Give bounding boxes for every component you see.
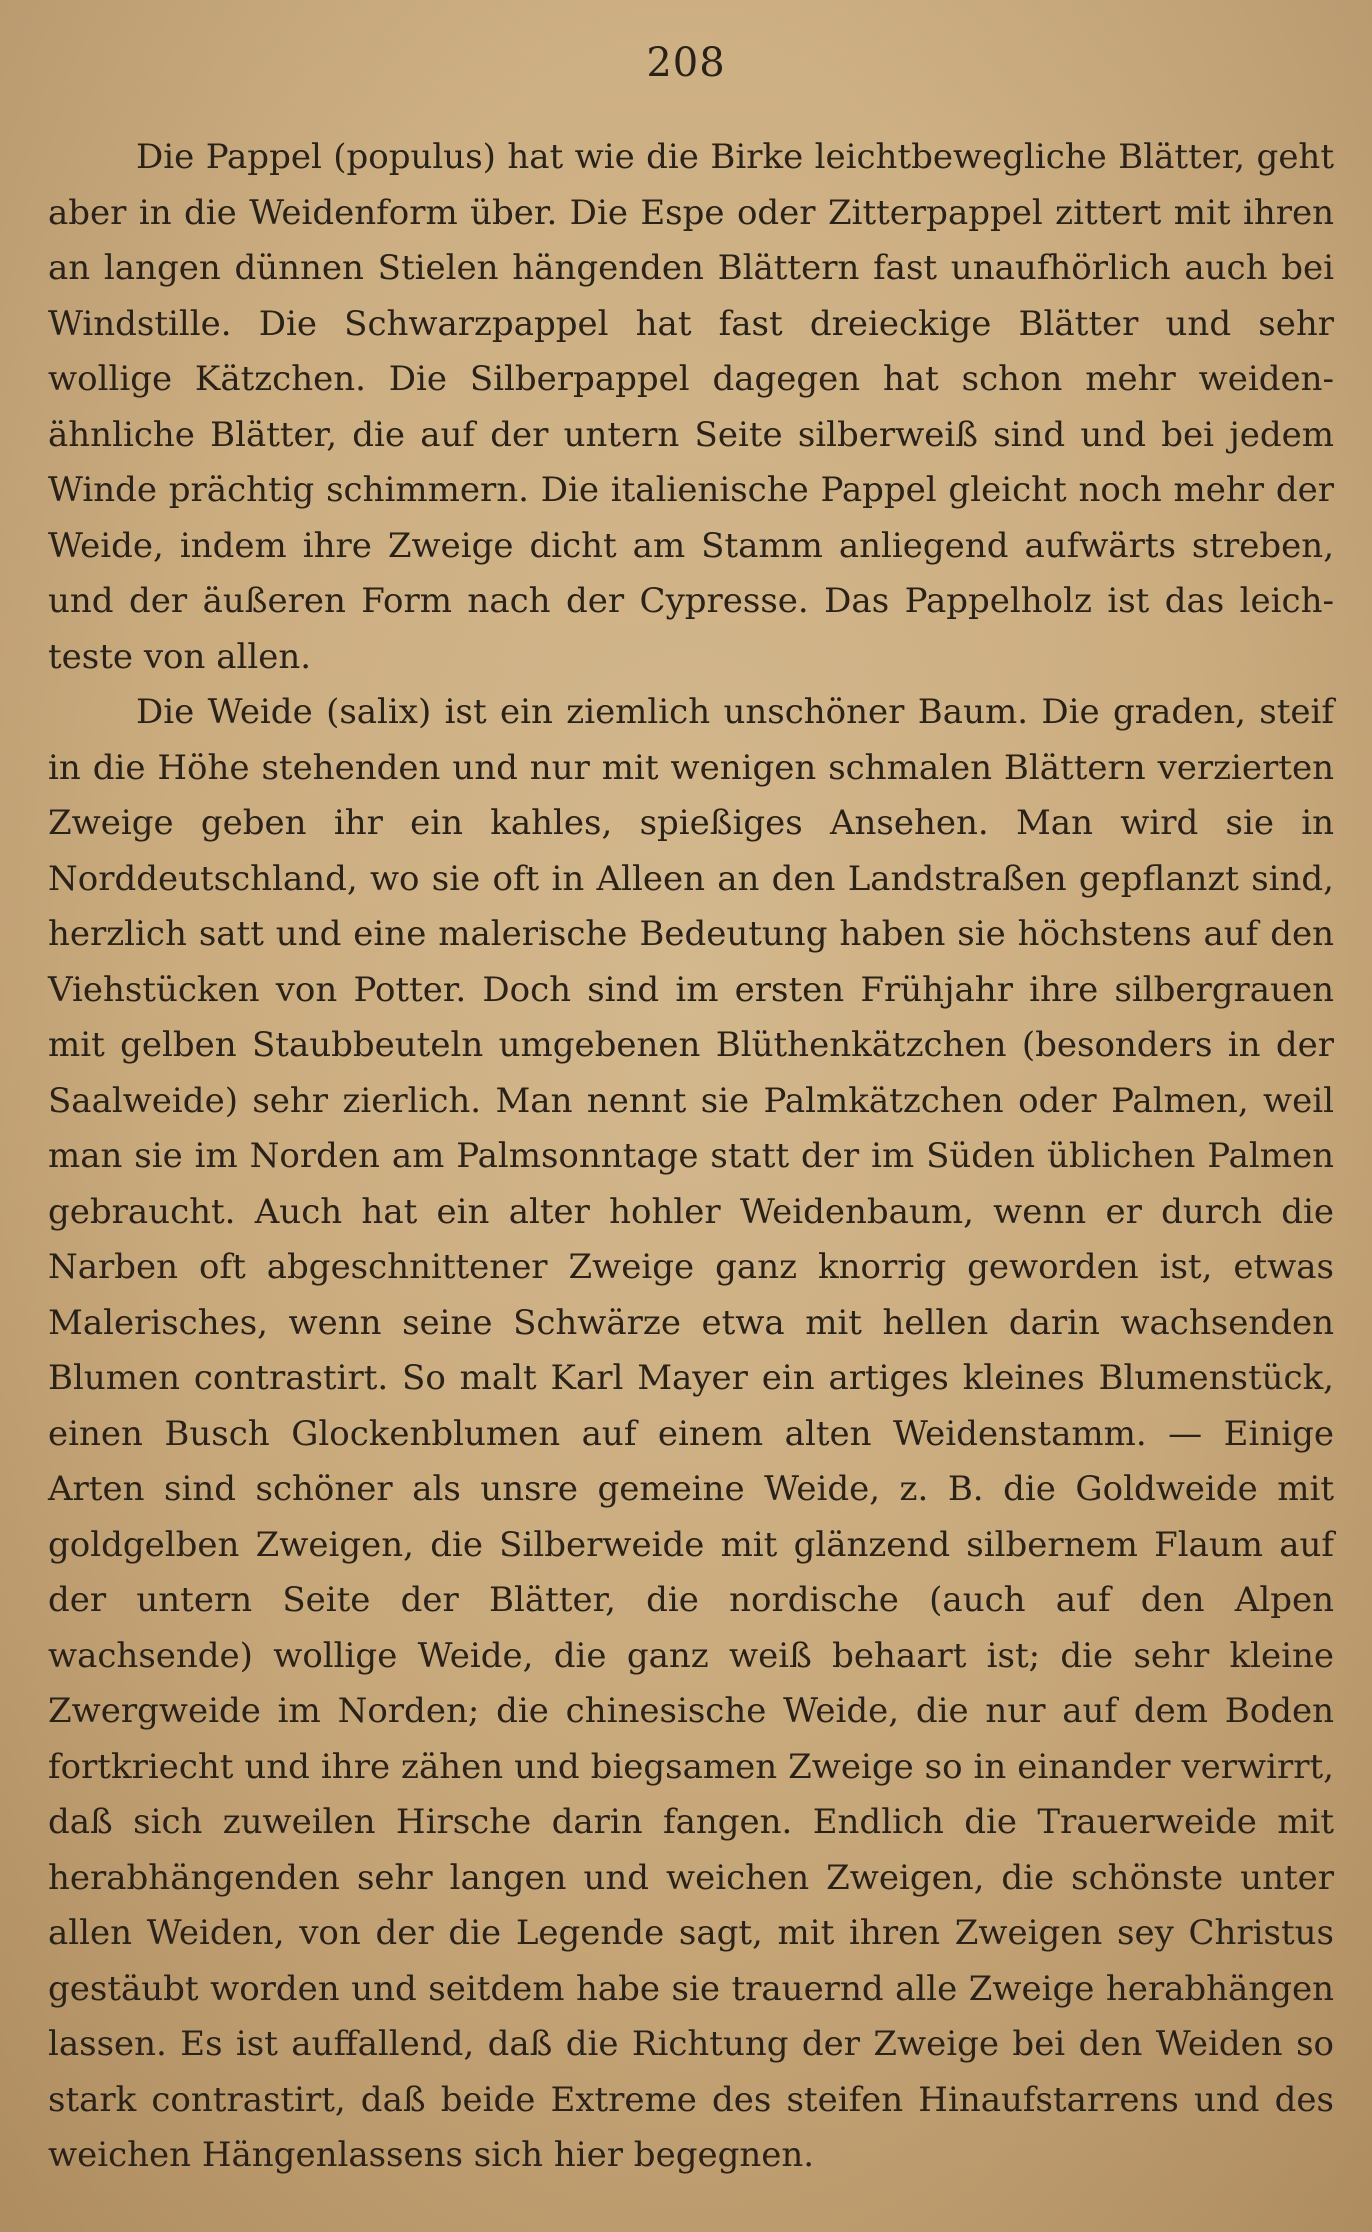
page-number: 208 — [646, 40, 726, 86]
text-body — [48, 130, 1334, 2184]
paragraph-pappel: Die Pappel (populus) hat wie die Birke leichtbewegliche Blätter, geht aber in die Weidenform über. Die Espe oder Zitterpappel zittert mit ihren an langen dünnen Stielen hängenden Blättern fast unaufhörlich auch bei Windstille. Die Schwarzpappel hat fast dreieckige Blätter und sehr wollige Kätzchen. Die Silberpappel dagegen hat schon mehr weidenähnliche Blätter, die auf der untern Seite silberweiß sind und bei jedem Winde prächtig schimmern. Die italienische Pappel gleicht noch mehr der Weide, indem ihre Zweige dicht am Stamm anliegend aufwärts streben, und der äußeren Form nach der Cypresse. Das Pappelholz ist das leichteste von allen. — [48, 137, 1334, 677]
paragraph-weide: Die Weide (salix) ist ein ziemlich unschöner Baum. Die graden, steif in die Höhe stehenden und nur mit wenigen schmalen Blättern verzierten Zweige geben ihr ein kahles, spießiges Ansehen. Man wird sie in Norddeutschland, wo sie oft in Alleen an den Landstraßen gepflanzt sind, herzlich satt und eine malerische Bedeutung haben sie höchstens auf den Viehstücken von Potter. Doch sind im ersten Frühjahr ihre silbergrauen mit gelben Staubbeuteln umgebenen Blüthenkätzchen (besonders in der Saalweide) sehr zierlich. Man nennt sie Palmkätzchen oder Palmen, weil man sie im Norden am Palmsonntage statt der im Süden üblichen Palmen gebraucht. Auch hat ein alter hohler Weidenbaum, wenn er durch die Narben oft abgeschnittener Zweige ganz knorrig geworden ist, etwas Malerisches, wenn seine Schwärze etwa mit hellen darin wachsenden Blumen contrastirt. So malt Karl Mayer ein artiges kleines Blumenstück, einen Busch Glockenblumen auf einem alten Weidenstamm. — Einige Arten sind schöner als unsre gemeine Weide, z. B. die Goldweide mit goldgelben Zweigen, die Silberweide mit glänzend silbernem Flaum auf der untern Seite der Blätter, die nordische (auch auf den Alpen wachsende) wollige Weide, die ganz weiß behaart ist; die sehr kleine Zwergweide im Norden; die chinesische Weide, die nur auf dem Boden fortkriecht und ihre zähen und biegsamen Zweige so in einander verwirrt, daß sich zuweilen Hirsche darin fangen. Endlich die Trauerweide mit herabhängenden sehr langen und weichen Zweigen, die schönste unter allen Weiden, von der die Legende sagt, mit ihren Zweigen sey Christus gestäubt worden und seitdem habe sie trauernd alle Zweige herabhängen lassen. Es ist auffallend, daß die Richtung der Zweige bei den Weiden so stark contrastirt, daß beide Extreme des steifen Hinaufstarrens und des weichen Hängenlassens sich hier begegnen. — [48, 692, 1334, 2175]
